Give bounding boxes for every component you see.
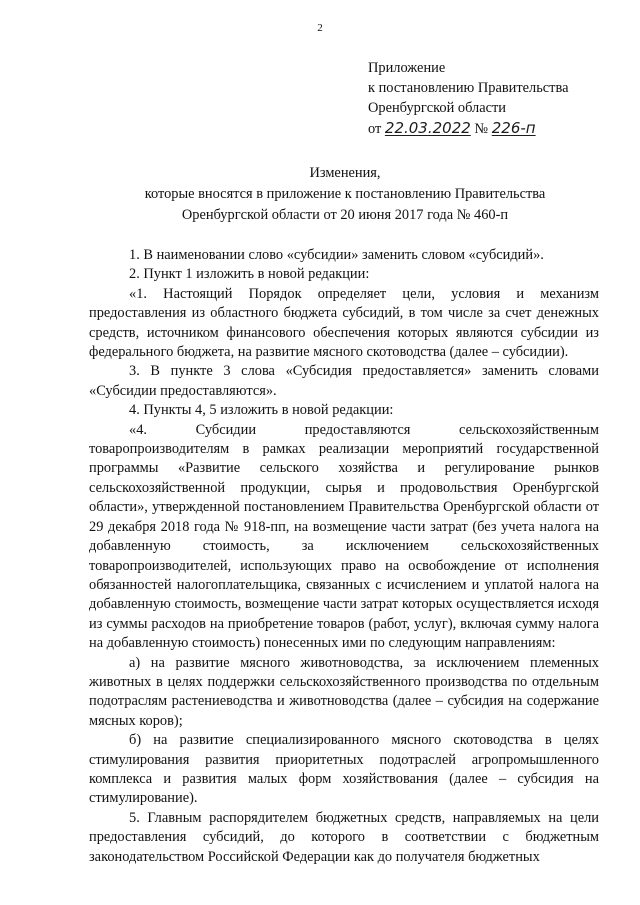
paragraph-5: 4. Пункты 4, 5 изложить в новой редакции:	[129, 402, 394, 419]
appendix-resolution-line: к постановлению Правительства	[368, 80, 569, 96]
appendix-date-number-line	[368, 118, 618, 139]
page-number: 2	[317, 22, 323, 34]
paragraph-1: 1. В наименовании слово «субсидии» заменить словом «субсидий».	[129, 247, 544, 263]
heading-subtitle-line2: Оренбургской области от 20 июня 2017 года № 460-п	[181, 207, 509, 223]
paragraph-9: 5. Главным распорядителем бюджетных средств, направляемых на цели предоставления субсидий, до которого в соответствии с бюджетным законодательством Российской Федерации как до получателя бюджетных	[89, 809, 599, 865]
paragraph-8: б) на развитие специализированного мясного скотоводства в целях стимулирования развития приоритетных подотраслей агропромышленного комплекса и развития малых форм хозяйствования (далее – субсидия на стимулирование).	[89, 732, 599, 807]
appendix-header	[368, 58, 618, 139]
document-heading	[60, 163, 630, 226]
handwritten-date: 22.03.2022	[384, 119, 471, 137]
paragraph-7: а) на развитие мясного животноводства, за исключением племенных животных в целях поддержки сельскохозяйственного производства по отдельным подотраслям растениеводства и животноводства (далее – субсидия на содержание мясных коров);	[89, 654, 599, 729]
heading-title: Изменения,	[309, 165, 381, 181]
handwritten-number: 226-п	[491, 119, 536, 137]
paragraph-6: «4. Субсидии предоставляются сельскохозяйственным товаропроизводителям в рамках реализации мероприятий государственной программы «Развитие сельского хозяйства и регулирование рынков сельскохозяйственной продукции, сырья и продовольствия Оренбургской области», утвержденной постановлением Правительства Оренбургской области от 29 декабря 2018 года № 918-пп, на возмещение части затрат (без учета налога на добавленную стоимость, за исключением сельскохозяйственных товаропроизводителей, использующих право на освобождение от исполнения обязанностей налогоплательщика, связанных с исчислением и уплатой налога на добавленную стоимость, возмещение части затрат которых осуществляется исходя из суммы расходов на приобретение товаров (работ, услуг), включая сумму налога на добавленную стоимость) понесенных ими по следующим направлениям:	[89, 421, 599, 652]
heading-subtitle-line1: которые вносятся в приложение к постановлению Правительства	[144, 186, 546, 202]
paragraph-3: «1. Настоящий Порядок определяет цели, условия и механизм предоставления из областного бюджета субсидий, в том числе за счет денежных средств, источником финансового обеспечения которых являются субсидии из федерального бюджета, на развитие мясного скотоводства (далее – субсидии).	[89, 285, 599, 361]
from-prefix: от	[368, 121, 382, 137]
paragraph-2: 2. Пункт 1 изложить в новой редакции:	[129, 266, 370, 283]
appendix-region-line: Оренбургской области	[368, 100, 506, 116]
appendix-title: Приложение	[368, 60, 446, 76]
paragraph-4: 3. В пункте 3 слова «Субсидия предоставляется» заменить словами «Субсидии предоставляются».	[89, 363, 599, 399]
number-sign: №	[474, 121, 489, 137]
document-body	[89, 246, 599, 867]
